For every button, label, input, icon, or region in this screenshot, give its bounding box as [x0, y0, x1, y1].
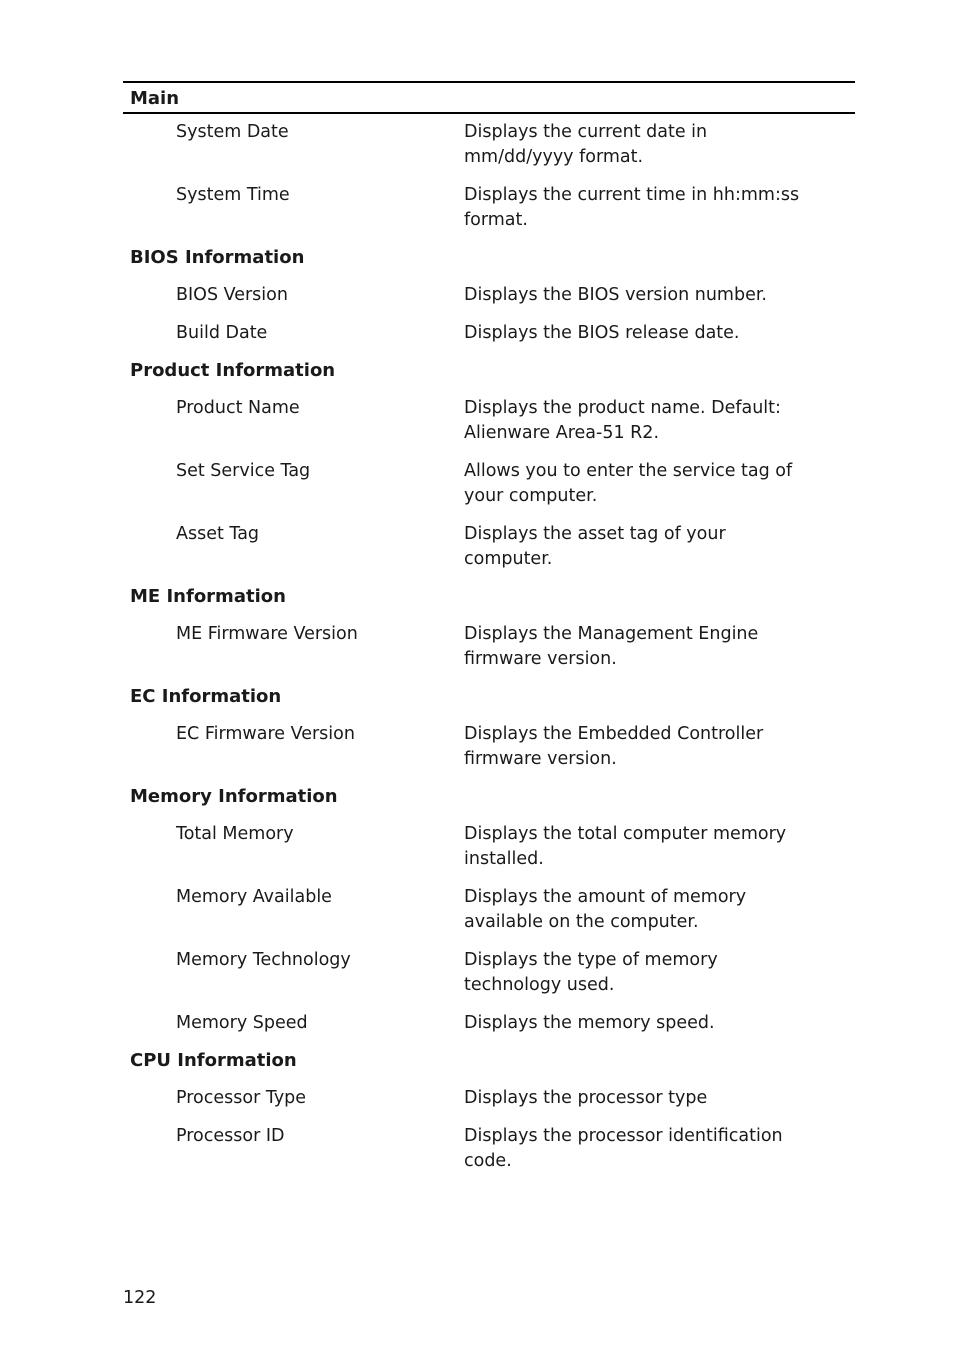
table-row	[123, 183, 855, 233]
option-description: Displays the product name. Default: Alienware Area-51 R2.	[464, 398, 781, 443]
option-label: System Time	[176, 185, 290, 205]
section-heading: EC Information	[130, 686, 282, 707]
option-description: Displays the current date in mm/dd/yyyy format.	[464, 122, 708, 167]
table-header: Main	[123, 81, 855, 114]
table-body	[123, 114, 855, 1174]
section-heading: ME Information	[130, 586, 286, 607]
table-row	[123, 396, 855, 446]
option-description: Displays the Embedded Controller firmware version.	[464, 724, 764, 769]
option-label: Processor Type	[176, 1088, 307, 1108]
option-label: Asset Tag	[176, 524, 260, 544]
table-row	[123, 622, 855, 672]
option-label: Total Memory	[176, 824, 294, 844]
table-row	[123, 120, 855, 170]
table-row	[123, 885, 855, 935]
option-description: Displays the amount of memory available on the computer.	[464, 887, 747, 932]
option-description: Displays the asset tag of your computer.	[464, 524, 726, 569]
option-label: Set Service Tag	[176, 461, 311, 481]
section-heading: Memory Information	[130, 786, 338, 807]
table-row	[123, 1124, 855, 1174]
option-description: Displays the total computer memory installed.	[464, 824, 787, 869]
option-label: ME Firmware Version	[176, 624, 358, 644]
table-row	[123, 722, 855, 772]
table-row	[123, 1086, 855, 1111]
option-description: Displays the current time in hh:mm:ss format.	[464, 185, 800, 230]
table-row	[123, 1011, 855, 1036]
option-label: Product Name	[176, 398, 300, 418]
section-heading: Product Information	[130, 360, 336, 381]
option-label: BIOS Version	[176, 285, 288, 305]
table-row	[123, 459, 855, 509]
table-row	[123, 822, 855, 872]
table-row	[123, 522, 855, 572]
section-heading: BIOS Information	[130, 247, 305, 268]
table-row	[123, 283, 855, 308]
option-description: Displays the processor type	[464, 1088, 708, 1108]
option-label: System Date	[176, 122, 289, 142]
table-row	[123, 948, 855, 998]
option-description: Displays the processor identification code.	[464, 1126, 783, 1171]
option-description: Displays the type of memory technology used.	[464, 950, 718, 995]
option-label: Memory Speed	[176, 1013, 308, 1033]
option-description: Displays the BIOS version number.	[464, 285, 767, 305]
option-label: Memory Available	[176, 887, 332, 907]
option-label: Build Date	[176, 323, 268, 343]
option-description: Displays the memory speed.	[464, 1013, 715, 1033]
option-description: Displays the BIOS release date.	[464, 323, 740, 343]
option-description: Allows you to enter the service tag of your computer.	[464, 461, 793, 506]
section-heading: CPU Information	[130, 1050, 297, 1071]
option-description: Displays the Management Engine firmware version.	[464, 624, 759, 669]
table-row	[123, 321, 855, 346]
option-label: Memory Technology	[176, 950, 351, 970]
bios-main-table	[123, 81, 855, 1187]
option-label: EC Firmware Version	[176, 724, 355, 744]
page-number: 122	[123, 1288, 157, 1308]
option-label: Processor ID	[176, 1126, 285, 1146]
